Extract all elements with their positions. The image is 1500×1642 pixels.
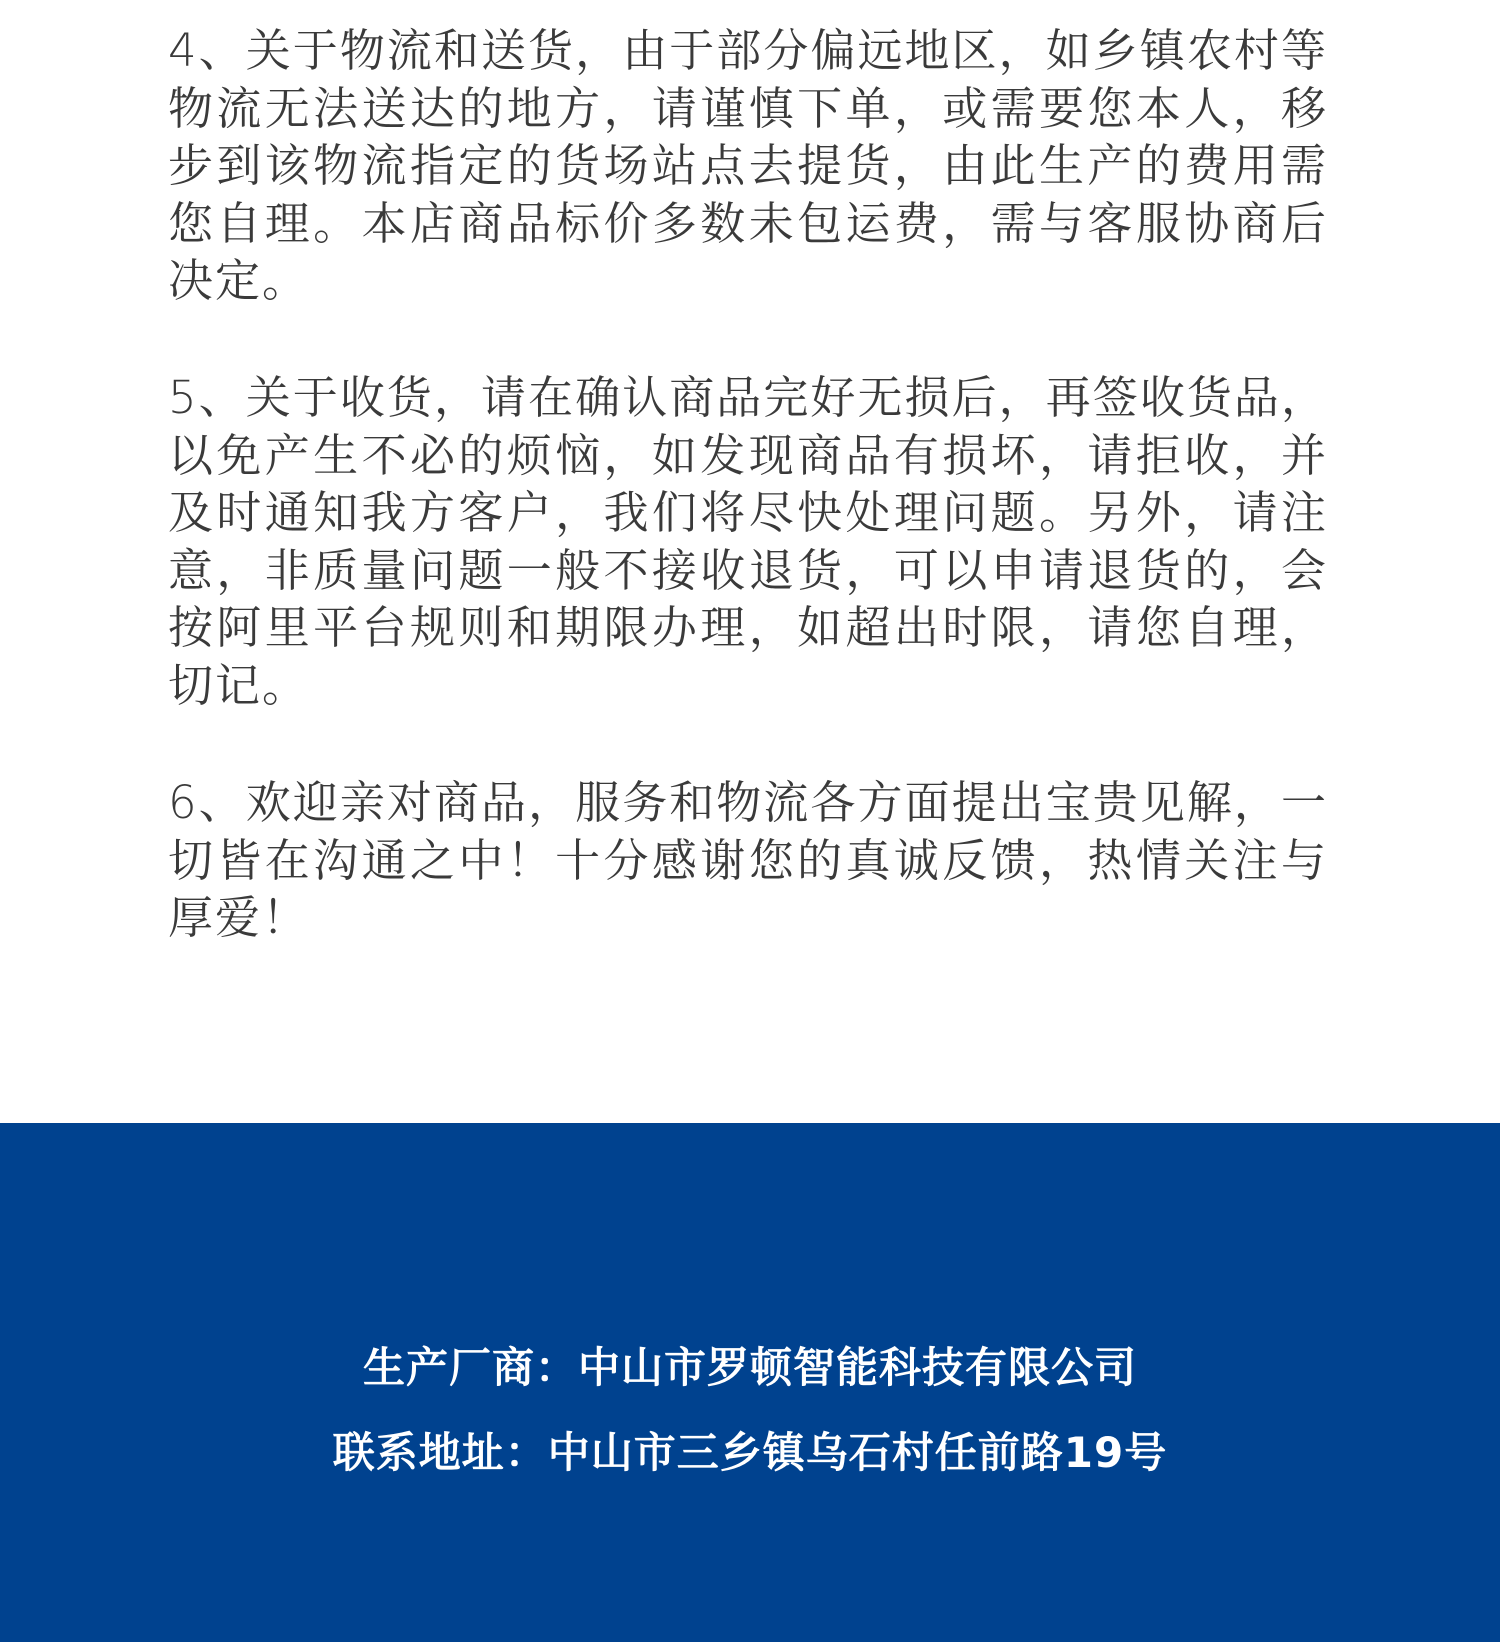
notice-paragraph-6 xyxy=(168,774,1328,947)
paragraph-line: 步到该物流指定的货场站点去提货，由此生产的费用需 xyxy=(168,139,1328,193)
address-text: 联系地址：中山市三乡镇乌石村任前路19号 xyxy=(332,1428,1168,1477)
paragraph-line: 切皆在沟通之中！十分感谢您的真诚反馈，热情关注与 xyxy=(168,833,1328,887)
paragraph-line: 以免产生不必的烦恼，如发现商品有损坏，请拒收，并 xyxy=(168,428,1328,482)
paragraph-line: 意，非质量问题一般不接收退货，可以申请退货的，会 xyxy=(168,543,1328,597)
notice-paragraph-4 xyxy=(168,22,1328,310)
contact-footer xyxy=(0,1123,1500,1642)
paragraph-line: 切记。 xyxy=(168,658,310,712)
paragraph-line: 6、欢迎亲对商品，服务和物流各方面提出宝贵见解，一 xyxy=(168,776,1328,829)
paragraph-line: 及时通知我方客户，我们将尽快处理问题。另外，请注 xyxy=(168,486,1328,540)
notice-paragraph-5 xyxy=(168,369,1328,715)
paragraph-line: 5、关于收货，请在确认商品完好无损后，再签收货品， xyxy=(168,371,1328,424)
paragraph-line: 4、关于物流和送货，由于部分偏远地区，如乡镇农村等 xyxy=(168,24,1328,77)
paragraph-line: 物流无法送达的地方，请谨慎下单，或需要您本人，移 xyxy=(168,81,1328,135)
paragraph-line: 厚爱！ xyxy=(168,891,310,945)
paragraph-line: 您自理。本店商品标价多数未包运费，需与客服协商后 xyxy=(168,196,1328,250)
paragraph-line: 按阿里平台规则和期限办理，如超出时限，请您自理， xyxy=(168,601,1328,655)
paragraph-line: 决定。 xyxy=(168,254,310,308)
manufacturer-text: 生产厂商：中山市罗顿智能科技有限公司 xyxy=(362,1343,1137,1392)
